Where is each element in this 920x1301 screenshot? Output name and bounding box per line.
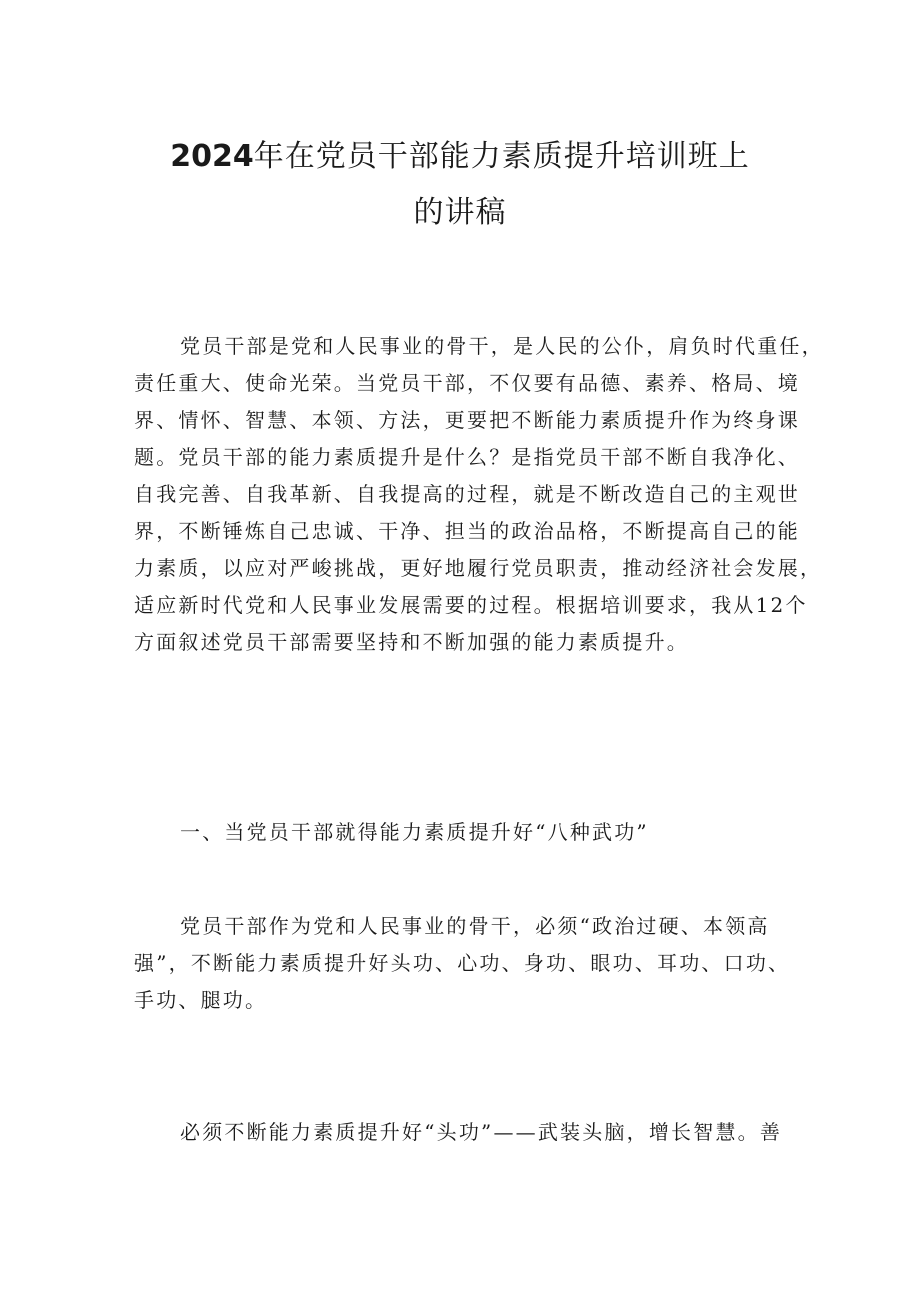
- paragraph-3: [134, 1114, 798, 1151]
- title-year: 2024: [170, 139, 254, 174]
- paragraph-line: 界、情怀、智慧、本领、方法，更要把不断能力素质提升作为终身课: [134, 408, 800, 432]
- paragraph-line: 必须不断能力素质提升好“头功”——武装头脑，增长智慧。善: [180, 1120, 783, 1144]
- paragraph-line: 党员干部是党和人民事业的骨干，是人民的公仆，肩负时代重任，: [180, 334, 824, 358]
- paragraph-line: 自我完善、自我革新、自我提高的过程，就是不断改造自己的主观世: [134, 482, 800, 506]
- paragraph-line: 责任重大、使命光荣。当党员干部，不仅要有品德、素养、格局、境: [134, 371, 800, 395]
- title-line-1-text: 年在党员干部能力素质提升培训班上: [253, 139, 750, 174]
- paragraph-line: 界，不断锤炼自己忠诚、干净、担当的政治品格，不断提高自己的能: [134, 519, 800, 543]
- paragraph-line: 手功、腿功。: [134, 988, 268, 1012]
- section-heading-1: [134, 814, 798, 851]
- paragraph-line: 适应新时代党和人民事业发展需要的过程。根据培训要求，我从12个: [134, 593, 808, 617]
- title-line-1: [120, 128, 800, 186]
- paragraph-line: 党员干部作为党和人民事业的骨干，必须“政治过硬、本领高: [180, 914, 770, 938]
- paragraph-line: 方面叙述党员干部需要坚持和不断加强的能力素质提升。: [134, 630, 689, 654]
- heading-line: 一、当党员干部就得能力素质提升好“八种武功”: [180, 820, 649, 844]
- paragraph-1: [134, 328, 824, 661]
- paragraph-line: 强”，不断能力素质提升好头功、心功、身功、眼功、耳功、口功、: [134, 951, 791, 975]
- paragraph-2: [134, 908, 798, 1019]
- paragraph-line: 题。党员干部的能力素质提升是什么？是指党员干部不断自我净化、: [134, 445, 800, 469]
- paragraph-line: 力素质，以应对严峻挑战，更好地履行党员职责，推动经济社会发展，: [134, 556, 823, 580]
- title-line-2: 的讲稿: [413, 195, 507, 230]
